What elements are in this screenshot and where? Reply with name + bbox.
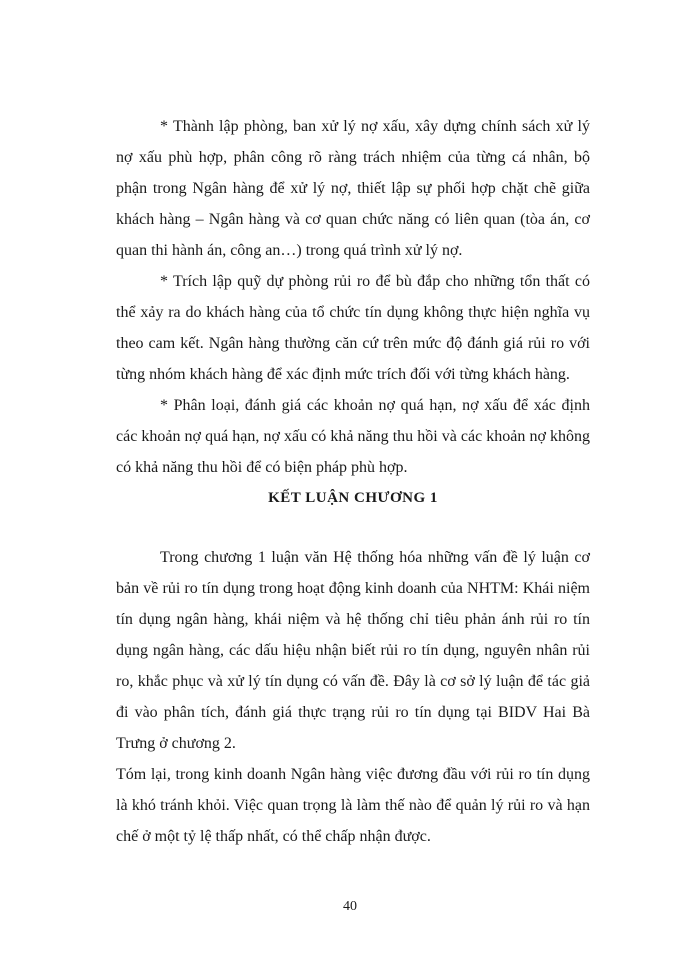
body-text [116, 111, 590, 852]
paragraph-bad-debt-unit: * Thành lập phòng, ban xử lý nợ xấu, xây dựng chính sách xử lý nợ xấu phù hợp, phân công rõ ràng trách nhiệm của từng cá nhân, bộ phận trong Ngân hàng để xử lý nợ, thiết lập sự phối hợp chặt chẽ giữa khách hàng – Ngân hàng và cơ quan chức năng có liên quan (tòa án, cơ quan thi hành án, công an…) trong quá trình xử lý nợ. [116, 118, 590, 259]
paragraph-chapter-summary: Trong chương 1 luận văn Hệ thống hóa những vấn đề lý luận cơ bản về rủi ro tín dụng trong hoạt động kinh doanh của NHTM: Khái niệm tín dụng ngân hàng, khái niệm và hệ thống chỉ tiêu phản ánh rủi ro tín dụng ngân hàng, các dấu hiệu nhận biết rủi ro tín dụng, nguyên nhân rủi ro, khắc phục và xử lý tín dụng có vấn đề. Đây là cơ sở lý luận để tác giả đi vào phân tích, đánh giá thực trạng rủi ro tín dụng tại BIDV Hai Bà Trưng ở chương 2. [116, 549, 590, 752]
chapter-conclusion-heading: KẾT LUẬN CHƯƠNG 1 [268, 490, 438, 506]
page-number: 40 [343, 899, 357, 914]
paragraph-final-summary: Tóm lại, trong kinh doanh Ngân hàng việc đương đầu với rủi ro tín dụng là khó tránh khỏi. Việc quan trọng là làm thế nào để quản lý rủi ro và hạn chế ở một tỷ lệ thấp nhất, có thể chấp nhận được. [116, 766, 590, 845]
paragraph-debt-classification: * Phân loại, đánh giá các khoản nợ quá hạn, nợ xấu để xác định các khoản nợ quá hạn, nợ xấu có khả năng thu hồi và các khoản nợ không có khả năng thu hồi để có biện pháp phù hợp. [116, 397, 590, 476]
paragraph-risk-provision: * Trích lập quỹ dự phòng rủi ro để bù đắp cho những tổn thất có thể xảy ra do khách hàng của tổ chức tín dụng không thực hiện nghĩa vụ theo cam kết. Ngân hàng thường căn cứ trên mức độ đánh giá rủi ro với từng nhóm khách hàng để xác định mức trích đối với từng khách hàng. [116, 273, 590, 383]
